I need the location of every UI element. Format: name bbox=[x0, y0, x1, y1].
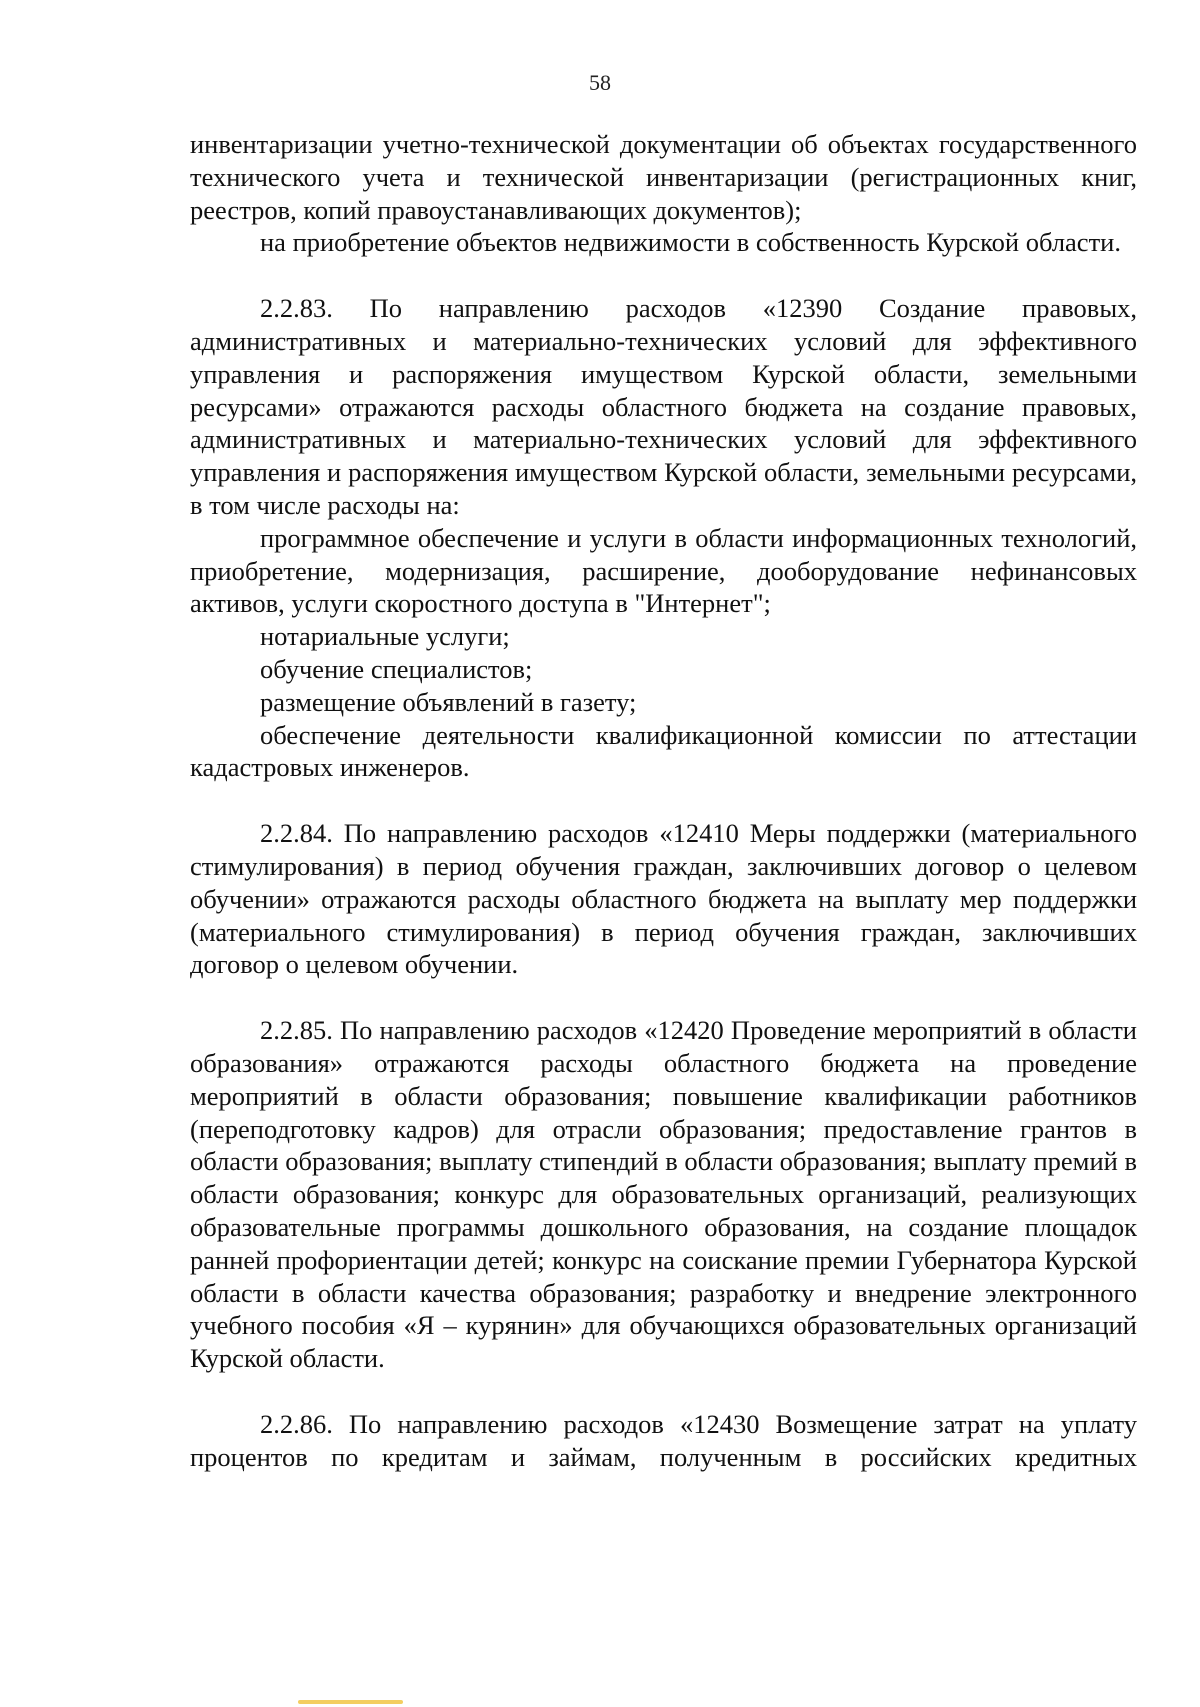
list-item: нотариальные услуги; bbox=[260, 621, 510, 652]
section-2-2-83: 2.2.83. По направлению расходов «12390 Создание правовых, административных и материально-технических условий для эффективного управления и распоряжения имуществом Курской области, земельными ресурсами» отражаются расходы областного бюджета на создание правовых, административных и материально-технических условий для эффективного управления и распоряжения имуществом Курской области, земельными ресурсами, в том числе расходы на: bbox=[190, 293, 1137, 520]
paragraph: инвентаризации учетно-технической документации об объектах государственного технического учета и технической инвентаризации (регистрационных книг, реестров, копий правоустанавливающих документов); bbox=[190, 129, 1137, 225]
scan-artifact-mark bbox=[298, 1700, 403, 1704]
list-item: программное обеспечение и услуги в области информационных технологий, приобретение, модернизация, расширение, дооборудование нефинансовых активов, услуги скоростного доступа в "Интернет"; bbox=[190, 522, 1137, 619]
paragraph: на приобретение объектов недвижимости в собственность Курской области. bbox=[260, 227, 1121, 258]
section-2-2-86: 2.2.86. По направлению расходов «12430 Возмещение затрат на уплату процентов по кредитам и займам, полученным в российских кредитных bbox=[190, 1408, 1137, 1472]
list-item: размещение объявлений в газету; bbox=[260, 686, 637, 717]
page-number: 58 bbox=[589, 70, 611, 95]
section-2-2-85: 2.2.85. По направлению расходов «12420 Проведение мероприятий в области образования» отражаются расходы областного бюджета на проведение мероприятий в области образования; повышение квалификации работников (переподготовку кадров) для отрасли образования; предоставление грантов в области образования; выплату стипендий в области образования; выплату премий в области образования; конкурс для образовательных организаций, реализующих образовательные программы дошкольного образования, на создание площадок ранней профориентации детей; конкурс на соискание премии Губернатора Курской области в области качества образования; разработку и внедрение электронного учебного пособия «Я – курянин» для обучающихся образовательных организаций Курской области. bbox=[190, 1015, 1137, 1374]
section-2-2-84: 2.2.84. По направлению расходов «12410 Меры поддержки (материального стимулирования) в период обучения граждан, заключивших договор о целевом обучении» отражаются расходы областного бюджета на выплату мер поддержки (материального стимулирования) в период обучения граждан, заключивших договор о целевом обучении. bbox=[190, 818, 1137, 980]
document-body bbox=[190, 128, 1137, 1473]
list-item: обеспечение деятельности квалификационной комиссии по аттестации кадастровых инженеров. bbox=[190, 719, 1137, 783]
list-item: обучение специалистов; bbox=[260, 653, 533, 684]
